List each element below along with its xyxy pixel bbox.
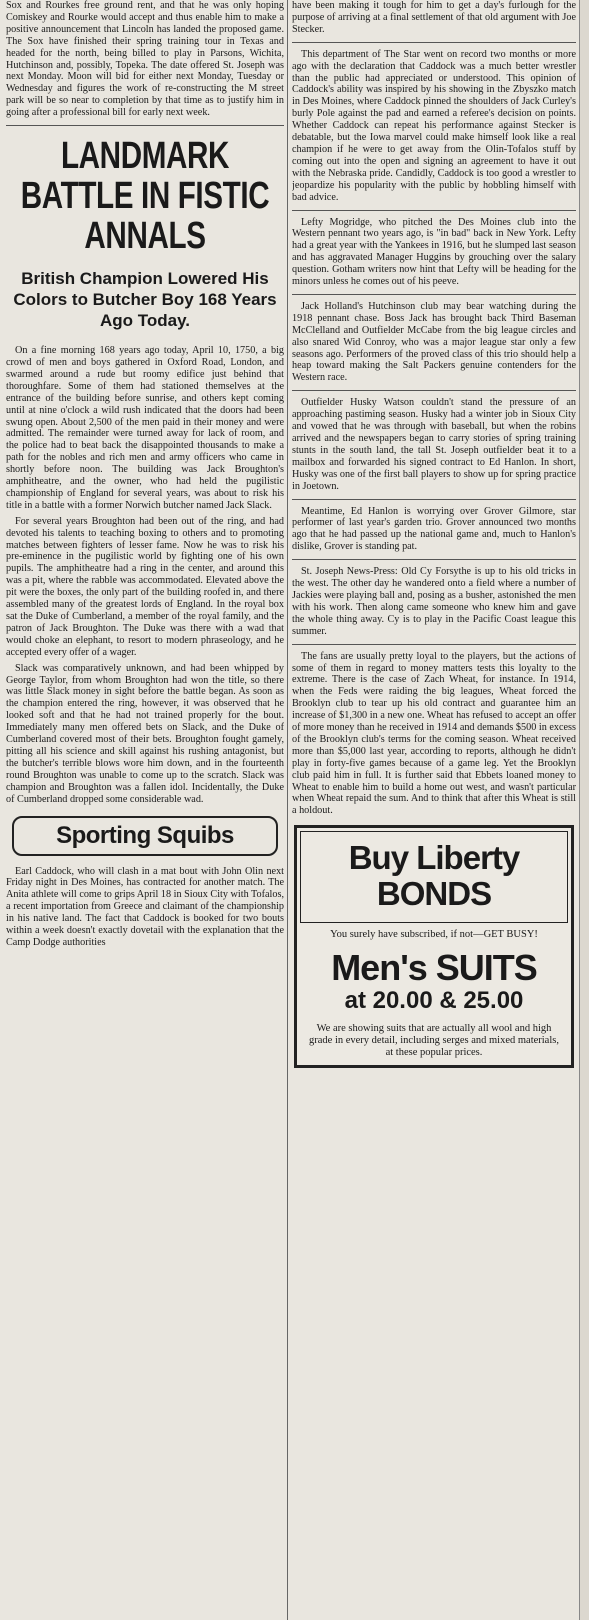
divider — [292, 42, 576, 43]
item-paragraph: Lefty Mogridge, who pitched the Des Moines club into the Western pennant two years ago, is "in bad" back in New York. Lefty had a great year with the Yankees in 1916, but he slumped last season and has aggravated Manager Huggins by grouching over the salary question. Gotham writers now hint that Lefty will be heading for the minors unless he comes out of his peeve. — [292, 216, 576, 288]
article-paragraph: For several years Broughton had been out of the ring, and had devoted his talents to teaching boxing to others and to promoting matches between fighters of lesser fame. Now he was to risk his pre-eminence in the pugilistic world by fighting one of his own pupils. The amphitheatre had a ring in the center, and around this was a pit, where the rabble was accommodated. Elevated above the pit were the boxes, the only part of the building roofed in, and there assembled many of the greatest lords of England. In the royal box sat the Duke of Cumberland, a member of the royal family, and the patron of Jack Broughton. The Duke was there with a wad that would choke an elephant, to resort to modern phraseology, and he accepted every offer of a wager. — [6, 515, 284, 658]
headline: LANDMARK BATTLE IN FISTIC ANNALS — [20, 135, 270, 258]
ad-headline: Men's SUITS — [331, 947, 537, 989]
ad-title-line1: Buy Liberty — [348, 839, 520, 877]
item-paragraph: The fans are usually pretty loyal to the players, but the actions of some of them in regard to money matters tests this loyalty to the extreme. There is the case of Zach Wheat, for instance. In 1914, when the Feds were raiding the big leagues, Wheat forced the Brooklyn club to tear up his old contract and guarantee him an increase of $1,300 in a new one. Wheat has refused to accept an offer of more money than he received in 1914 and demands $500 in excess of the Brooklyn club's terms for the coming season. Wheat received more than $5,000 last year, according to reports, although he didn't play in forty-five games because of a game leg. Yet the Brooklyn club paid him in full. It is further said that Ebbets loaned money to Wheat to enable him to build a home out west, and wasn't particular when Wheat repaid the sum. And to think that after this Wheat is still a holdout. — [292, 650, 576, 817]
continued-paragraph: Sox and Rourkes free ground rent, and that he was only hoping Comiskey and Rourke would accept and thus enable him to make a positive announcement that Lincoln has landed the proposed game. The Sox have finished their spring training tour in Texas and headed for the north, being billed to play in Parsons, Wichita, Hutchinson and, possibly, Topeka. The date offered St. Joseph was next Monday. Moon will bid for either next Monday, Tuesday or Wednesday and figures the work of re-constructing the M street park will be so near to completion by that time as to justify him in going after a professional bill for early next week. — [6, 0, 284, 119]
article-body — [6, 345, 284, 805]
divider — [6, 125, 284, 126]
liberty-bonds-box — [300, 831, 568, 923]
left-column — [6, 0, 284, 1620]
divider — [292, 499, 576, 500]
item-paragraph: Jack Holland's Hutchinson club may bear watching during the 1918 pennant chase. Boss Jack has brought back Third Baseman McClelland and Outfielder McCabe from the big league circles and also snared Wid Conroy, who was a major league star only a few seasons ago. Performers of the proved class of this trio should help a heap toward making the Salt Packers genuine contenders for the Western race. — [292, 300, 576, 384]
item-paragraph: St. Joseph News-Press: Old Cy Forsythe is up to his old tricks in the west. The other day he wandered onto a field where a number of Jackies were playing ball and, posing as a busher, astonished the men with his work. Then along came someone who knew him and gave the whole thing away. Cy is to play in the Pacific Coast league this summer. — [292, 566, 576, 637]
ad-tagline: You surely have subscribed, if not—GET BUSY! — [330, 929, 538, 941]
divider — [292, 644, 576, 645]
item-paragraph: Meantime, Ed Hanlon is worrying over Grover Gilmore, star performer of last year's garden trio. Grover announced two months ago that he had passed up the national game and, much to Hanlon's dislike, Grover is standing pat. — [292, 505, 576, 553]
section-heading-box: Sporting Squibs — [12, 816, 278, 856]
ad-price: at 20.00 & 25.00 — [344, 987, 524, 1015]
divider — [292, 390, 576, 391]
adjacent-column-edge — [579, 0, 589, 1620]
ad-title-line2: BONDS — [376, 875, 492, 913]
item-paragraph: This department of The Star went on record two months or more ago with the declaration that Caddock was a much better wrestler than the public had appreciated or understood. This opinion of Caddock's ability was inspired by his showing in the Zbyszko match in Des Moines, where Caddock pinned the shoulders of Jack Curley's burly Pole against the pad and earned a referee's decision on points. Whether Caddock can repeat his performance against Stecker is debatable, but the Iowa marvel could make himself look like a real champion if he were to get away from the Olin-Tofalos stuff by coming out into the open and signing an agreement to have it out with the Nebraska pride. Candidly, Caddock is too good a wrestler to jeopardize his popularity with the public by hobbling himself with bad advice. — [292, 48, 576, 203]
divider — [292, 294, 576, 295]
item-paragraph: Outfielder Husky Watson couldn't stand the pressure of an approaching pastiming season. Husky had a winter job in Sioux City and vowed that he was through with baseball, but when the robins arrived and the newspapers began to carry stories of spring training stunts in the south land, the tall St. Joseph outfielder beat it to a mailbox and forwarded his signed contract to Ed Hanlon. In short, Husky was one of the first ball players to show up for spring practice in Joetown. — [292, 397, 576, 492]
right-column — [292, 0, 576, 1620]
advertisement — [294, 825, 574, 1068]
divider — [292, 559, 576, 560]
continued-paragraph: have been making it tough for him to get a day's furlough for the purpose of arriving at a final settlement of that old argument with Joe Stecker. — [292, 0, 576, 35]
divider — [292, 210, 576, 211]
subheadline: British Champion Lowered His Colors to Butcher Boy 168 Years Ago Today. — [13, 269, 277, 331]
column-rule — [287, 0, 288, 1620]
ad-body: We are showing suits that are actually all wool and high grade in every detail, including serges and mixed materials, at these popular prices. — [309, 1023, 559, 1059]
article-paragraph: On a fine morning 168 years ago today, April 10, 1750, a big crowd of men and boys gathered in Oxford Road, London, and swarmed around a rude but roomy edifice just behind that thoroughfare. Some of them had stationed themselves at the entrance of the building before sunrise, and others kept coming until at nine o'clock a wild rush indicated that the doors had been swung open. About 2,500 of the men paid in their money and were admitted. The remainder were turned away for lack of room, and the police had to beat back the disappointed thousands to make a path for the nobles and rich men and army officers who came in shortly before noon. The building was Jack Broughton's amphitheatre, and the owner, who had held the pugilistic championship of England for several years, was about to risk his title in a battle with a former Norwich butcher named Jack Slack. — [6, 345, 284, 511]
squibs-paragraph: Earl Caddock, who will clash in a mat bout with John Olin next Friday night in Des Moines, has contracted for another match. The Anita athlete will come to grips April 18 in Sioux City with Tofalos, a recent importation from Greece and claimant of the championship in his native land. The fact that Caddock is booked for two bouts within a week doesn't exactly dovetail with the explanation that the Camp Dodge authorities — [6, 865, 284, 948]
article-paragraph: Slack was comparatively unknown, and had been whipped by George Taylor, from whom Broughton had won the title, so there was little Slack money in sight before the battle began. As soon as the champion entered the ring, however, it was observed that he looked soft and that he had not trained properly for the bout. Immediately many men offered bets on Slack, and the Duke of Cumberland covered most of their bets. Broughton fought gamely, pitting all his science and skill against his rushing antagonist, but the butcher's terrible blows wore him down, and in the fourteenth round Broughton was unable to come up to the scratch. Slack was champion and Broughton was a fallen idol. Incidentally, the Duke of Cumberland dropped some considerable wad. — [6, 662, 284, 805]
